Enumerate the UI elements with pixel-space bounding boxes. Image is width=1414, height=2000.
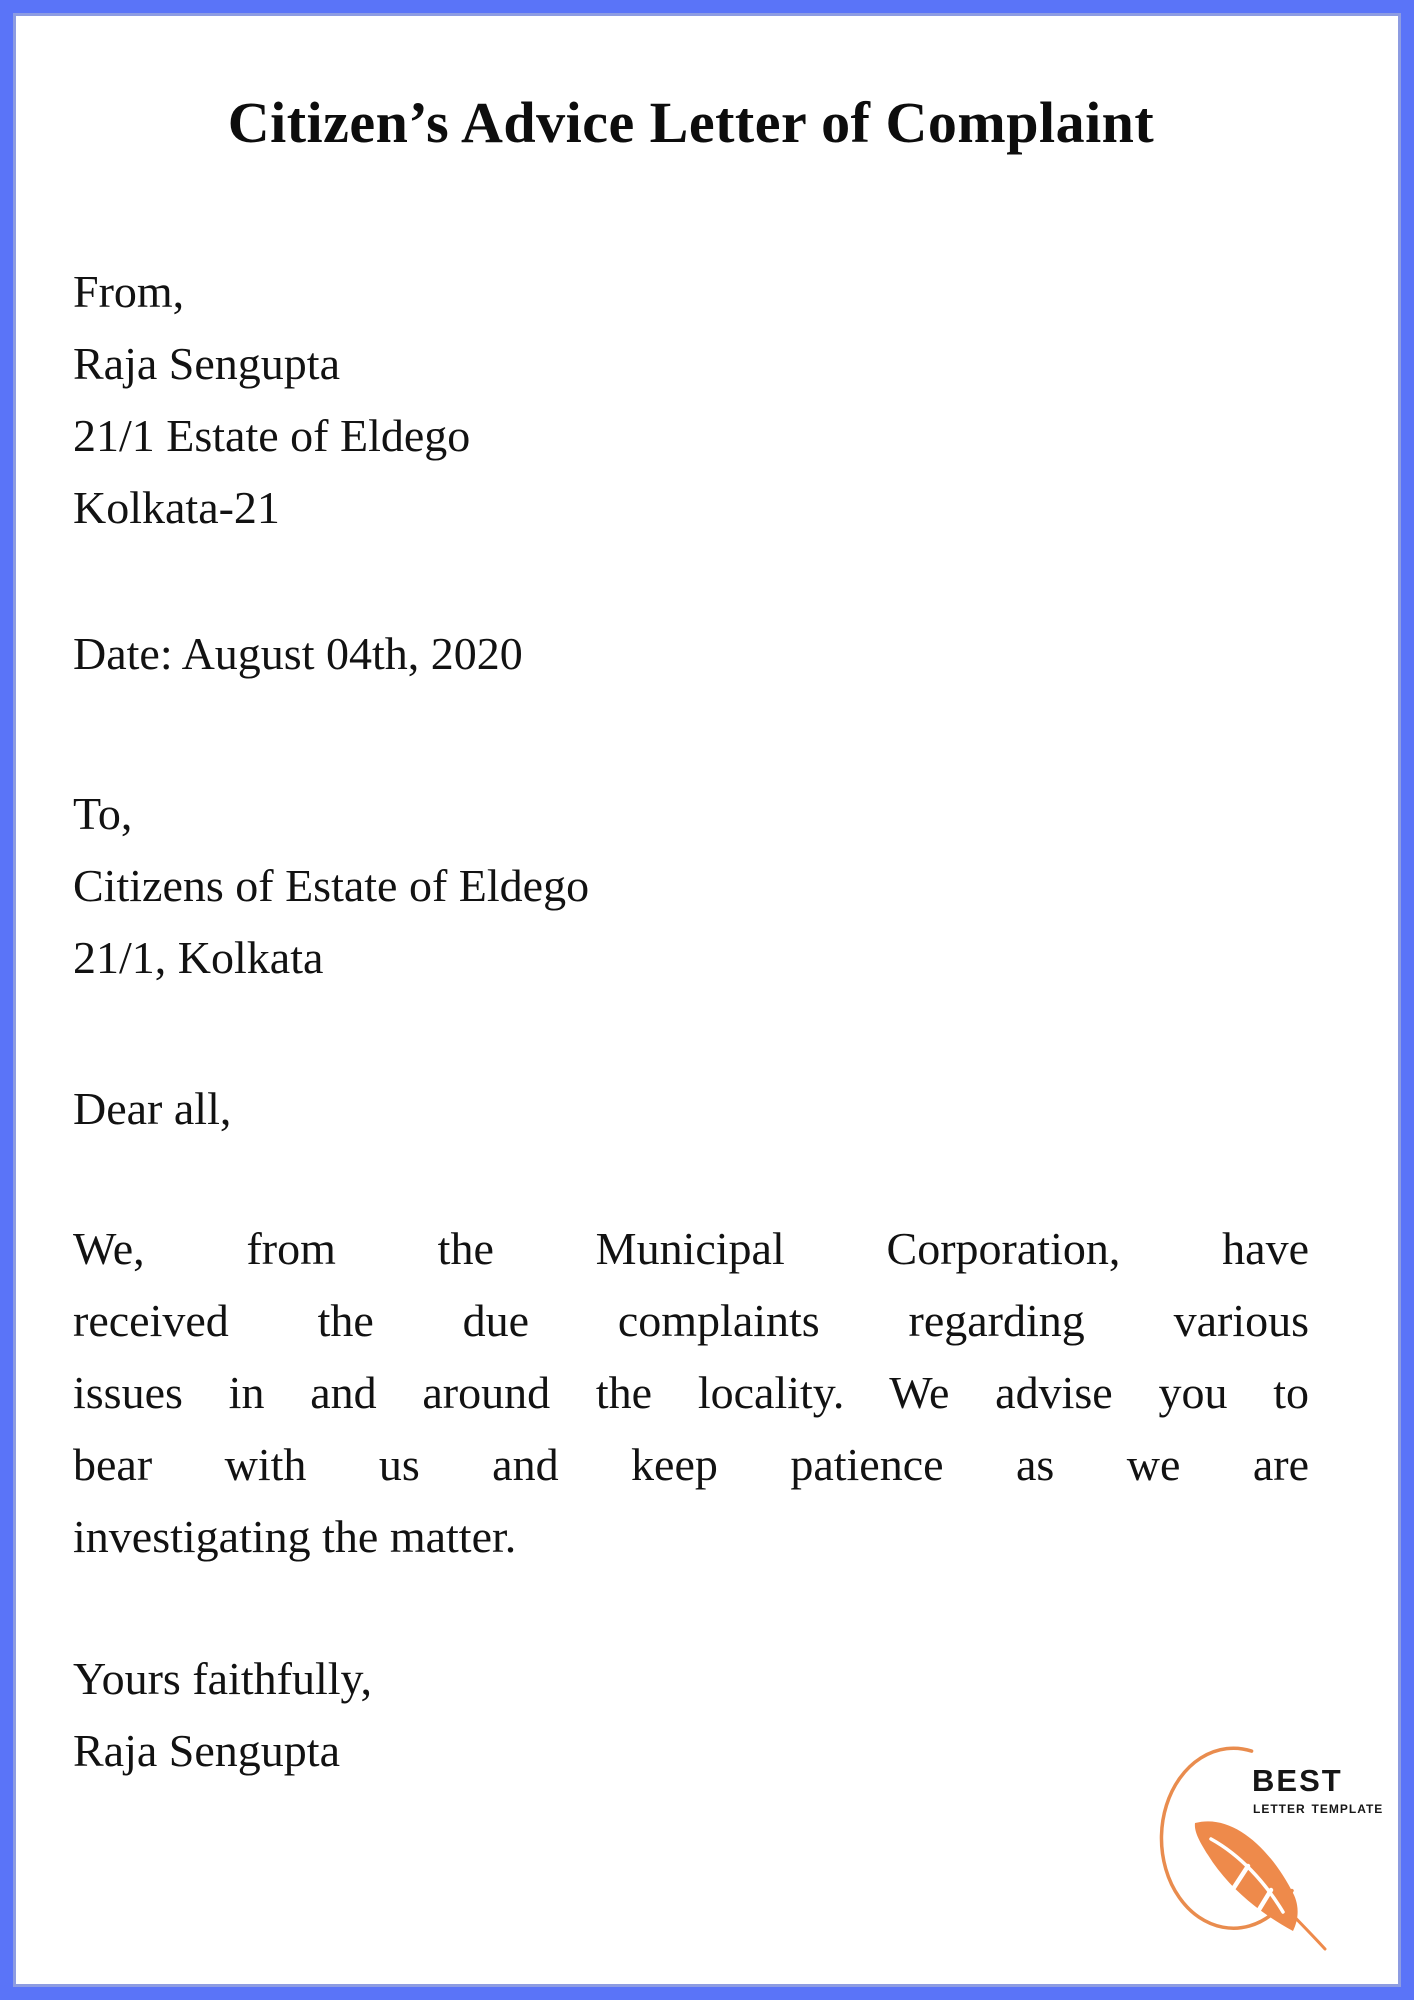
closing-line: Yours faithfully, [73, 1652, 373, 1704]
to-label: To, [73, 787, 133, 839]
from-label: From, [73, 265, 185, 317]
paragraph-line: issues in and around the locality. We advise you to [73, 1366, 1309, 1418]
closing-block [73, 1643, 1309, 1787]
sender-city-line: Kolkata-21 [73, 481, 280, 533]
salutation [73, 1073, 1309, 1145]
salutation-line: Dear all, [73, 1082, 232, 1134]
recipient-address-line: 21/1, Kolkata [73, 931, 324, 983]
recipient-block [73, 778, 1309, 994]
sender-address-line: 21/1 Estate of Eldego [73, 409, 471, 461]
sender-name: Raja Sengupta [73, 337, 340, 389]
paragraph-line: received the due complaints regarding various [73, 1294, 1309, 1346]
paragraph-line: investigating the matter. [73, 1510, 517, 1562]
logo-subtitle: letter template [1253, 1797, 1384, 1817]
letter-title: Citizen’s Advice Letter of Complaint [227, 90, 1155, 155]
date-line: Date: August 04th, 2020 [73, 627, 523, 679]
logo-title: best [1252, 1752, 1343, 1801]
sender-block [73, 256, 1309, 544]
letter-body-paragraph [73, 1213, 1309, 1573]
letter-page-inner [13, 13, 1401, 1987]
best-letter-template-logo [1145, 1737, 1384, 1952]
date-block [73, 618, 1309, 690]
paragraph-line: bear with us and keep patience as we are [73, 1438, 1309, 1490]
paragraph-line: We, from the Municipal Corporation, have [73, 1222, 1309, 1274]
recipient-name: Citizens of Estate of Eldego [73, 859, 590, 911]
signature-name: Raja Sengupta [73, 1724, 340, 1776]
